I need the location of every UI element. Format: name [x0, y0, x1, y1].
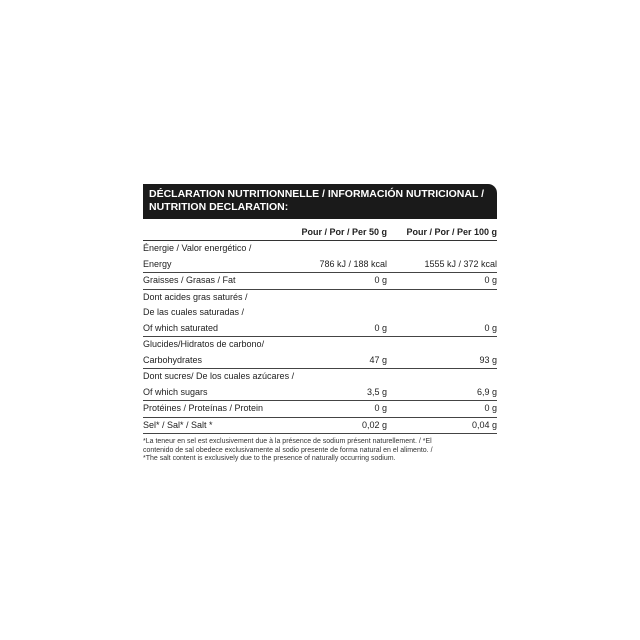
nutrient-label: Protéines / Proteínas / Protein [143, 403, 264, 413]
table-row [143, 385, 497, 401]
column-header-per-50g: Pour / Por / Per 50 g [294, 225, 387, 241]
nutrient-label: Energy [143, 258, 172, 269]
table-row [143, 417, 497, 434]
table-row [143, 337, 497, 353]
value-per-100g: 1555 kJ / 372 kcal [424, 258, 497, 269]
nutrient-label: Graisses / Grasas / Fat [143, 275, 236, 285]
nutrient-label: Dont sucres/ De los cuales azúcares / [143, 371, 295, 381]
table-row [143, 273, 497, 290]
nutrient-label: Carbohydrates [143, 354, 203, 365]
nutrient-label: Of which saturated [143, 322, 219, 333]
nutrient-label: Of which sugars [143, 386, 208, 397]
footnote-line-2: contenido de sal obedece exclusivamente al sodio presente de forma natural en el alimento. / [143, 446, 433, 454]
footnote [143, 438, 497, 464]
table-row [143, 305, 497, 321]
footnote-line-3: *The salt content is exclusively due to the presence of naturally occurring sodium. [143, 455, 396, 462]
value-per-100g: 0,04 g [471, 419, 497, 430]
nutrient-label: De las cuales saturadas / [143, 307, 245, 317]
table-row [143, 321, 497, 337]
table-row [143, 353, 497, 369]
value-per-100g: 0 g [484, 403, 497, 413]
header-empty-cell [143, 225, 294, 241]
table-body [143, 241, 497, 434]
nutrient-label: Dont acides gras saturés / [143, 291, 248, 302]
value-per-50g: 0 g [374, 322, 388, 333]
table-header-row [143, 225, 497, 241]
value-per-50g: 0,02 g [361, 419, 388, 430]
table-row [143, 289, 497, 305]
table-row [143, 369, 497, 385]
value-per-100g: 0 g [484, 275, 497, 285]
footnote-line-1: *La teneur en sel est exclusivement due à la présence de sodium présent naturellement. / *El [143, 438, 432, 445]
value-per-50g: 0 g [374, 275, 388, 285]
nutrition-label [143, 184, 497, 464]
nutrient-label: Glucides/Hidratos de carbono/ [143, 339, 265, 349]
value-per-50g: 3,5 g [366, 386, 388, 397]
table-row [143, 257, 497, 273]
value-per-50g: 0 g [374, 403, 388, 413]
nutrient-label: Sel* / Sal* / Salt * [143, 419, 213, 430]
value-per-100g: 6,9 g [476, 386, 497, 397]
nutrition-header [143, 184, 497, 219]
value-per-50g: 47 g [369, 354, 388, 365]
table-row [143, 401, 497, 418]
nutrition-table [143, 225, 497, 434]
value-per-100g: 0 g [484, 322, 497, 333]
column-header-per-100g: Pour / Por / Per 100 g [387, 225, 497, 241]
value-per-50g: 786 kJ / 188 kcal [319, 258, 388, 269]
nutrient-label: Énergie / Valor energético / [143, 243, 252, 253]
header-line-1: DÉCLARATION NUTRITIONNELLE / INFORMACIÓN NUTRICIONAL / [149, 188, 485, 200]
table-row [143, 241, 497, 257]
header-line-2: NUTRITION DECLARATION: [149, 201, 289, 213]
value-per-100g: 93 g [479, 354, 497, 365]
